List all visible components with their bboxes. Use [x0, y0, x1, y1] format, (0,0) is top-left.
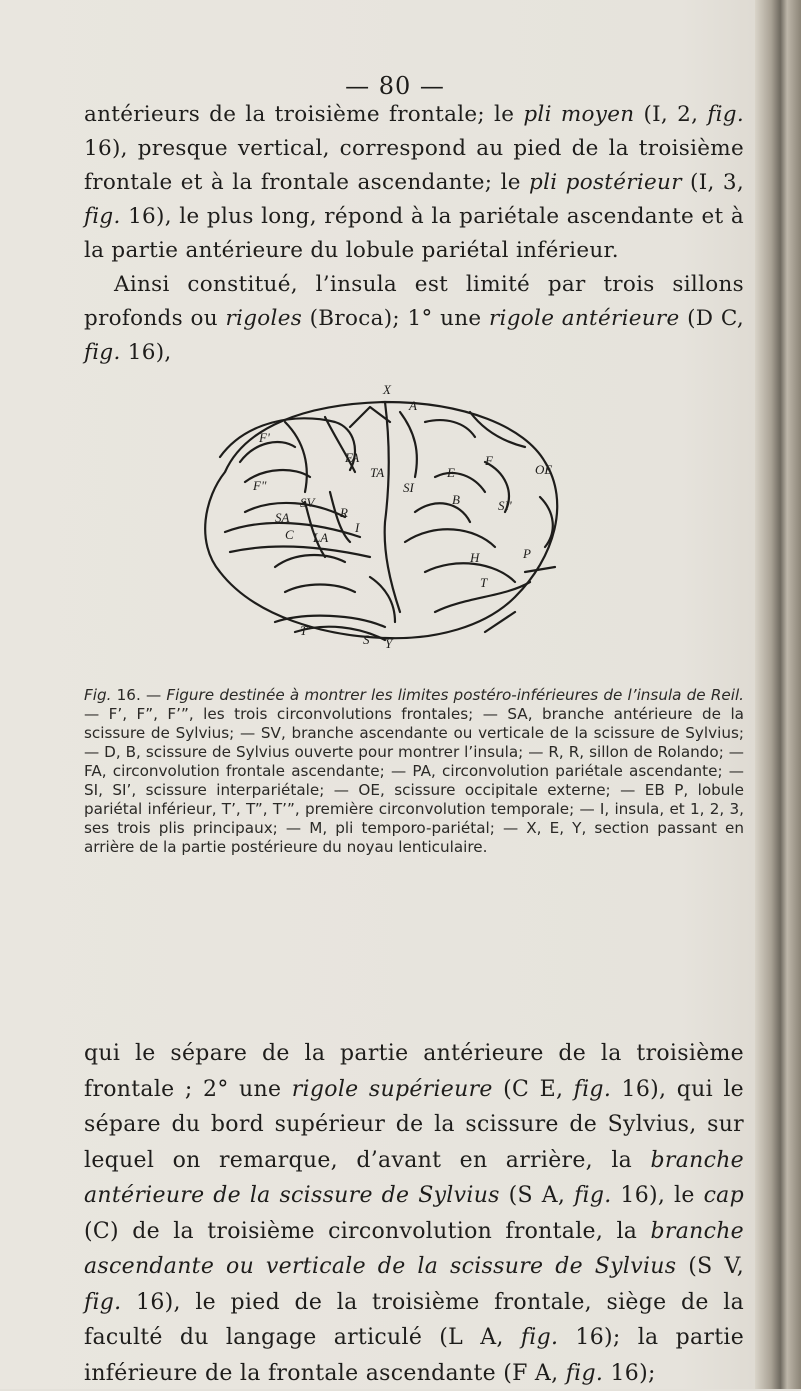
figure-caption: Fig. 16. — Figure destinée à montrer les limites postéro-inférieures de l’insula de Reil. — F’, F”, F’”, les trois circonvolutions frontales; — SA, branche antérieure de la scissure de Sylvius; — SV, branche ascendante ou verticale de la scissure de Sylvius; — D, B, scissure de Sylvius ouverte pour montrer l’insula; — R, R, sillon de Rolando; — FA, circonvolution frontale ascendante; — PA, circonvolution pariétale ascendante; — SI, SI’, scissure interpariétale; — OE, scissure occipitale externe; — EB P, lobule pariétal inférieur, T’, T”, T’”, première circonvolution temporale; — I, insula, et 1, 2, 3, ses trois plis principaux; — M, pli temporo-pariétal; — X, E, Y, section passant en arrière de la partie postérieure du noyau lenticulaire.: [84, 686, 744, 856]
label-sv: SV: [300, 495, 315, 510]
top-text-block: [84, 98, 744, 370]
label-f-prime: F': [259, 430, 270, 445]
label-t: T: [480, 575, 488, 590]
label-si: SI: [403, 480, 414, 495]
label-f-double-prime: F": [253, 478, 267, 493]
top-paragraph-1: antérieurs de la troisième frontale; le pli moyen (I, 2, fig. 16), presque vertical, correspond au pied de la troisième frontale et à la frontale ascendante; le pli postérieur (I, 3, fig. 16), le plus long, répond à la pariétale ascendante et à la partie antérieure du lobule pariétal inférieur.: [84, 102, 744, 263]
label-oe: OE: [535, 462, 553, 477]
bottom-text-block: [84, 1036, 744, 1391]
label-ta: TA: [370, 465, 385, 480]
label-a: A: [409, 398, 417, 413]
label-i: I: [355, 520, 360, 535]
label-f: F: [485, 453, 493, 468]
caption-body: — F’, F”, F’”, les trois circonvolutions frontales; — SA, branche antérieure de la scissure de Sylvius; — SV, branche ascendante ou verticale de la scissure de Sylvius; — D, B, scissure de Sylvius ouverte pour montrer l’insula; — R, R, sillon de Rolando; — FA, circonvolution frontale ascendante; — PA, circonvolution pariétale ascendante; — SI, SI’, scissure interpariétale; — OE, scissure occipitale externe; — EB P, lobule pariétal inférieur, T’, T”, T’”, première circonvolution temporale; — I, insula, et 1, 2, 3, ses trois plis principaux; — M, pli temporo-pariétal; — X, E, Y, section passant en arrière de la partie postérieure du noyau lenticulaire.: [84, 705, 744, 856]
label-sa: SA: [275, 510, 290, 525]
term-branche-anterieure: branche antérieure de la scissure de Sylvius: [84, 1147, 744, 1208]
term-rigoles: rigoles: [225, 306, 303, 331]
term-pli-posterieur: pli postérieur: [529, 170, 682, 195]
term-cap: cap: [703, 1183, 744, 1208]
term-rigole-superieure: rigole supérieure: [291, 1076, 493, 1102]
term-rigole-anterieure: rigole antérieure: [488, 306, 680, 331]
label-x: X: [383, 382, 391, 397]
label-p: P: [523, 546, 531, 561]
term-pli-moyen: pli moyen: [523, 102, 635, 127]
bottom-paragraph: qui le sépare de la partie antérieure de la troisième frontale ; 2° une rigole supérieure (C E, fig. 16), qui le sépare du bord supérieur de la scissure de Sylvius, sur lequel on remarque, d’avant en arrière, la branche antérieure de la scissure de Sylvius (S A, fig. 16), le cap (C) de la troisième circonvolution frontale, la branche ascendante ou verticale de la scissure de Sylvius (S V, fig. 16), le pied de la troisième frontale, siège de la faculté du langage articulé (L A, fig. 16); la partie inférieure de la frontale ascendante (F A, fig. 16);: [84, 1041, 745, 1386]
page-number: — 80 —: [345, 72, 445, 100]
label-la: LA: [313, 530, 329, 545]
label-y: Y: [385, 636, 393, 650]
label-s: S: [363, 632, 370, 647]
book-spine-edge: [755, 0, 801, 1389]
caption-fig-label: Fig.: [84, 686, 112, 704]
top-paragraph-2: Ainsi constitué, l’insula est limité par trois sillons profonds ou rigoles (Broca); 1° une rigole antérieure (D C, fig. 16),: [84, 272, 744, 365]
label-b: B: [452, 492, 460, 507]
label-c: C: [285, 527, 294, 542]
label-si-prime: SI': [498, 498, 512, 513]
label-fa: FA: [345, 450, 360, 465]
caption-title: Figure destinée à montrer les limites postéro-inférieures de l’insula de Reil.: [166, 686, 744, 704]
label-r: R: [340, 505, 348, 520]
label-h: H: [470, 550, 480, 565]
figure-16-brain-diagram: [185, 382, 585, 650]
label-t-prime: T': [300, 623, 311, 638]
label-e: E: [447, 465, 455, 480]
term-branche-ascendante: branche ascendante ou verticale de la scissure de Sylvius: [84, 1218, 744, 1279]
